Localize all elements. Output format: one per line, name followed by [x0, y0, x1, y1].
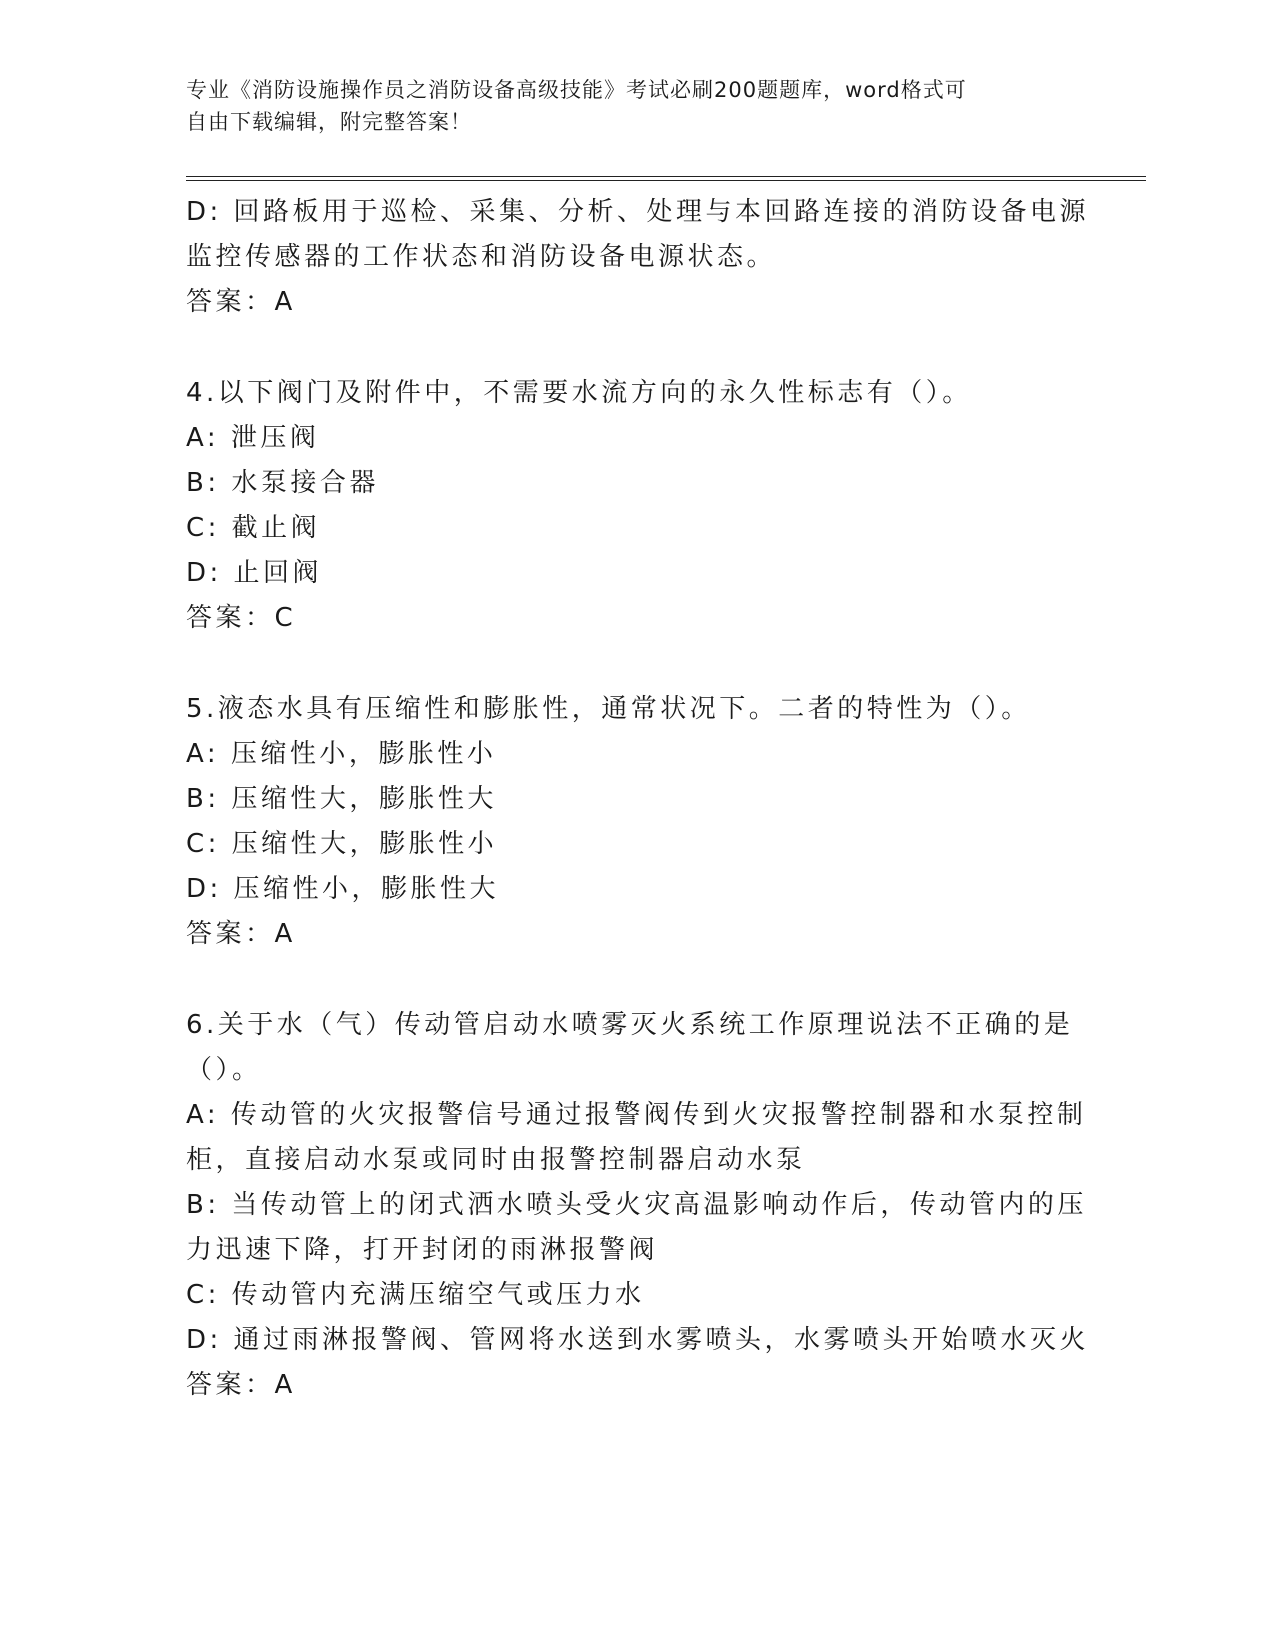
q4-answer: 答案：C	[186, 603, 297, 633]
question-6	[186, 1003, 1090, 1408]
q6-option-d: D: 通过雨淋报警阀、管网将水送到水雾喷头，水雾喷头开始喷水灭火	[186, 1325, 1090, 1355]
question-list	[186, 190, 1090, 1408]
question-5	[186, 687, 1086, 957]
q5-option-a: A: 压缩性小，膨胀性小	[186, 739, 497, 769]
q3-option-d-line-2: 监控传感器的工作状态和消防设备电源状态。	[186, 242, 777, 272]
header-line-1: 专业《消防设施操作员之消防设备高级技能》考试必刷200题题库，word格式可	[186, 78, 967, 102]
q3-option-d-line-1: D: 回路板用于巡检、采集、分析、处理与本回路连接的消防设备电源	[186, 197, 1090, 227]
q6-option-c: C: 传动管内充满压缩空气或压力水	[186, 1280, 645, 1310]
spacer	[186, 641, 1086, 687]
page-header	[186, 74, 1066, 138]
q6-option-a-line-2: 柜，直接启动水泵或同时由报警控制器启动水泵	[186, 1145, 806, 1175]
q4-option-a: A: 泄压阀	[186, 423, 320, 453]
q4-option-d: D: 止回阀	[186, 558, 323, 588]
q5-answer: 答案：A	[186, 919, 296, 949]
header-line-2: 自由下载编辑，附完整答案！	[186, 110, 472, 134]
q6-option-b-line-1: B: 当传动管上的闭式洒水喷头受火灾高温影响动作后，传动管内的压	[186, 1190, 1087, 1220]
q5-option-d: D: 压缩性小，膨胀性大	[186, 874, 500, 904]
q5-stem: 5.液态水具有压缩性和膨胀性，通常状况下。二者的特性为（）。	[186, 694, 1031, 724]
q4-option-c: C: 截止阀	[186, 513, 321, 543]
q5-option-c: C: 压缩性大，膨胀性小	[186, 829, 498, 859]
q4-option-b: B: 水泵接合器	[186, 468, 379, 498]
spacer	[186, 957, 1086, 1003]
spacer	[186, 325, 1086, 371]
header-divider	[186, 176, 1146, 181]
question-4	[186, 371, 1086, 641]
question-3-tail	[186, 190, 1090, 325]
q3-answer: 答案：A	[186, 287, 296, 317]
q6-stem-line-2: （）。	[186, 1055, 262, 1085]
q6-option-a-line-1: A: 传动管的火灾报警信号通过报警阀传到火灾报警控制器和水泵控制	[186, 1100, 1087, 1130]
q6-option-b-line-2: 力迅速下降，打开封闭的雨淋报警阀	[186, 1235, 659, 1265]
q6-answer: 答案：A	[186, 1370, 296, 1400]
q6-stem-line-1: 6.关于水（气）传动管启动水喷雾灭火系统工作原理说法不正确的是	[186, 1010, 1074, 1040]
q4-stem: 4.以下阀门及附件中，不需要水流方向的永久性标志有（）。	[186, 378, 972, 408]
q5-option-b: B: 压缩性大，膨胀性大	[186, 784, 497, 814]
